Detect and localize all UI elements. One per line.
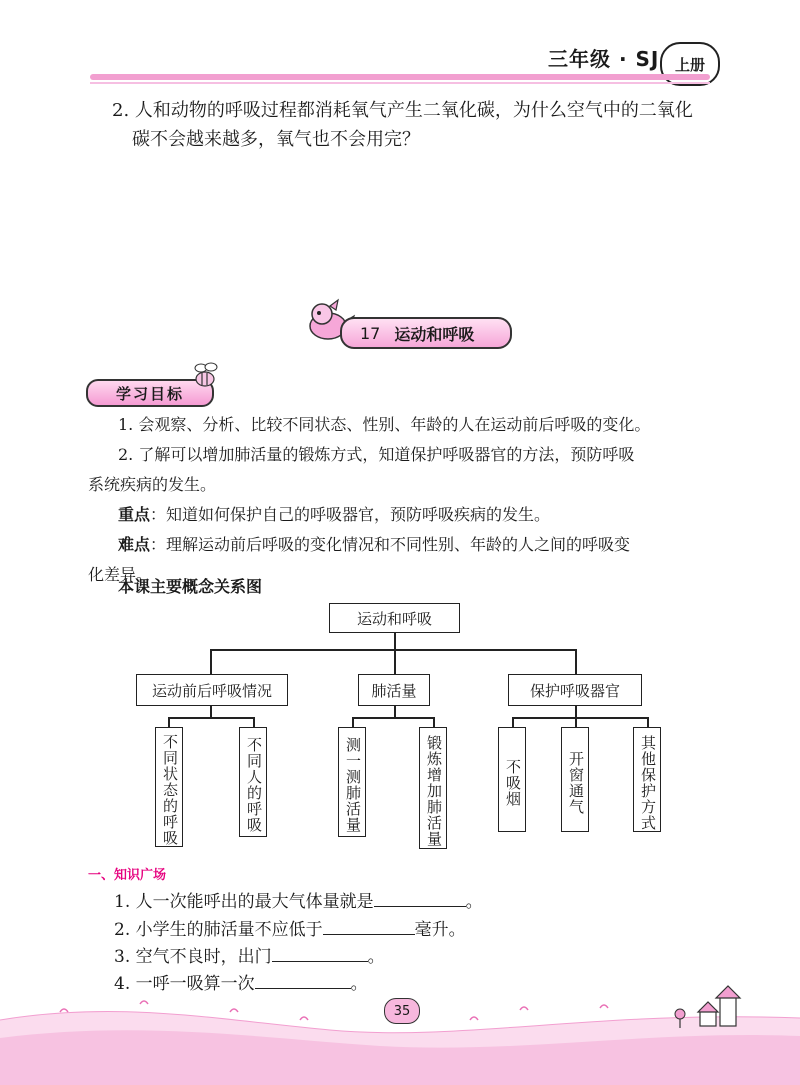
- key-label: 重点: [118, 505, 151, 524]
- header-rule: [90, 74, 710, 80]
- concept-map-title: 本课主要概念关系图: [118, 577, 263, 596]
- difficulty-text: ：理解运动前后呼吸的变化情况和不同性别、年龄的人之间的呼吸变: [150, 535, 631, 554]
- answer-blank[interactable]: [323, 916, 415, 935]
- connector: [352, 717, 434, 719]
- exercise-suffix: 。: [350, 974, 368, 994]
- connector: [575, 649, 577, 674]
- volume-badge: 上册: [660, 42, 720, 86]
- exercise-suffix: 。: [367, 947, 385, 967]
- leaf-different-states: 不同状态的呼吸: [155, 727, 183, 847]
- answer-blank[interactable]: [272, 943, 368, 962]
- exercise-suffix: 。: [465, 892, 483, 912]
- lesson-number: 17: [360, 323, 381, 343]
- exercise-section-heading: 一、知识广场: [88, 868, 167, 883]
- goal-2-line1: 2. 了解可以增加肺活量的锻炼方式，知道保护呼吸器官的方法，预防呼吸: [118, 445, 635, 464]
- lesson-banner: [340, 317, 512, 349]
- connector: [512, 717, 648, 719]
- leaf-other-protection: 其他保护方式: [633, 727, 661, 832]
- lesson-title: 运动和呼吸: [394, 324, 475, 344]
- goals-body: [88, 410, 724, 590]
- leaf-exercise-capacity: 锻炼增加肺活量: [419, 727, 447, 849]
- connector: [394, 633, 396, 650]
- leaf-no-smoking: 不吸烟: [498, 727, 526, 832]
- goal-1: 1. 会观察、分析、比较不同状态、性别、年龄的人在运动前后呼吸的变化。: [118, 415, 651, 434]
- difficulty-line2: 化差异。: [88, 565, 153, 584]
- header-rule-thin: [90, 82, 710, 84]
- difficulty: [88, 530, 724, 560]
- connector: [394, 649, 396, 674]
- key-text: ：知道如何保护自己的呼吸器官，预防呼吸疾病的发生。: [150, 505, 551, 524]
- connector: [210, 649, 212, 674]
- page-number: 35: [384, 998, 420, 1024]
- key-point: [88, 500, 724, 530]
- grade-label: 三年级 · SJ: [548, 47, 660, 71]
- exercise-item: [114, 915, 466, 940]
- leaf-ventilate: 开窗通气: [561, 727, 589, 832]
- goals-heading: 学习目标: [86, 379, 214, 407]
- house-decoration-icon: [670, 984, 750, 1034]
- exercise-suffix: 毫升。: [414, 920, 466, 940]
- exercise-text: 4. 一呼一吸算一次: [114, 974, 255, 994]
- branch-lung-capacity: 肺活量: [358, 674, 430, 706]
- answer-blank[interactable]: [374, 888, 466, 907]
- exercise-item: [114, 942, 385, 967]
- exercise-text: 2. 小学生的肺活量不应低于: [114, 920, 323, 940]
- question-2: [112, 96, 722, 154]
- branch-protect-organs: 保护呼吸器官: [508, 674, 642, 706]
- answer-blank[interactable]: [255, 970, 351, 989]
- connector: [168, 717, 254, 719]
- exercise-text: 1. 人一次能呼出的最大气体量就是: [114, 892, 374, 912]
- difficulty-label: 难点: [118, 535, 151, 554]
- connector: [210, 649, 576, 651]
- leaf-measure-capacity: 测一测肺活量: [338, 727, 366, 837]
- exercise-item: [114, 887, 483, 912]
- goal-2-line2: 系统疾病的发生。: [88, 475, 217, 494]
- question-2-line2: 碳不会越来越多，氧气也不会用完？: [132, 129, 420, 150]
- exercise-text: 3. 空气不良时，出门: [114, 947, 272, 967]
- question-2-line1: 2. 人和动物的呼吸过程都消耗氧气产生二氧化碳，为什么空气中的二氧化: [112, 100, 693, 121]
- map-root: 运动和呼吸: [329, 603, 460, 633]
- leaf-different-people: 不同人的呼吸: [239, 727, 267, 837]
- branch-breathing-change: 运动前后呼吸情况: [136, 674, 288, 706]
- bee-icon: [188, 360, 222, 392]
